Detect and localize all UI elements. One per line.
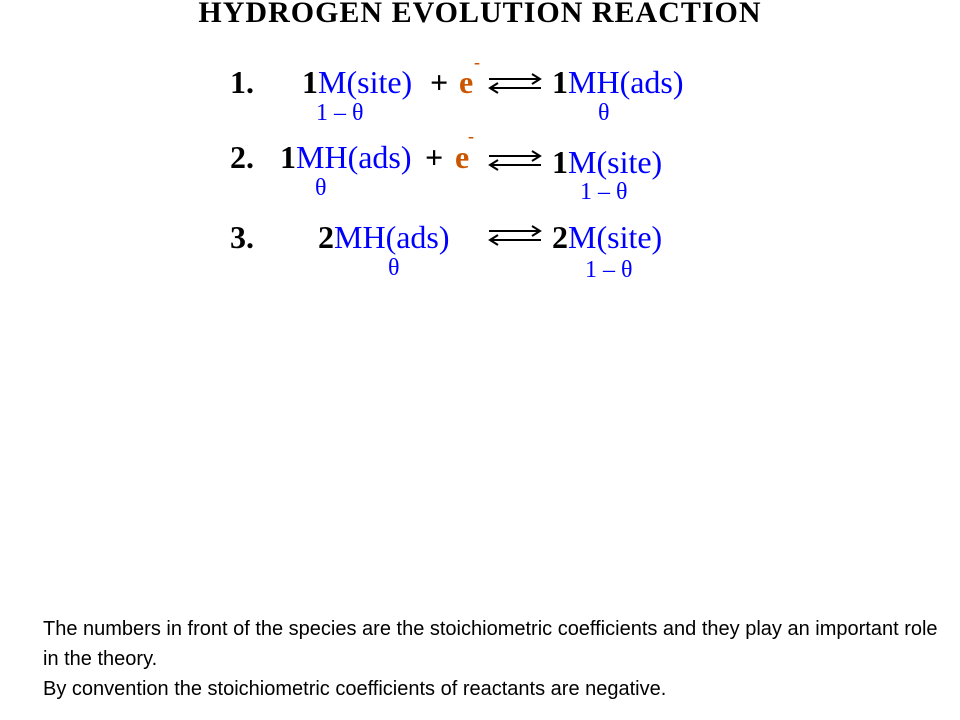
footer-notes <box>43 614 943 704</box>
reactant-coverage: 1 – θ <box>316 100 364 126</box>
equilibrium-arrow-icon <box>487 150 543 172</box>
electron-symbol: e <box>455 139 470 175</box>
stoichiometric-coefficient: 2 <box>552 219 568 255</box>
species-name: MH(ads) <box>334 219 450 255</box>
page-title: HYDROGEN EVOLUTION REACTION <box>198 0 762 29</box>
reactant-coverage: θ <box>315 175 327 201</box>
footer-line-2: By convention the stoichiometric coefficients of reactants are negative. <box>43 678 667 700</box>
plus-sign: + <box>430 64 449 100</box>
electron-charge: - <box>474 52 480 72</box>
electron-charge: - <box>468 126 474 146</box>
reactant-species <box>318 219 450 256</box>
reaction-number: 1. <box>230 64 254 100</box>
species-name: M(site) <box>318 64 413 100</box>
reaction-number: 3. <box>230 219 254 255</box>
species-name: M(site) <box>568 144 663 180</box>
product-coverage: 1 – θ <box>585 257 633 283</box>
product-coverage: 1 – θ <box>580 179 628 205</box>
stoichiometric-coefficient: 1 <box>552 144 568 180</box>
stoichiometric-coefficient: 2 <box>318 219 334 255</box>
product-coverage: θ <box>598 100 610 126</box>
stoichiometric-coefficient: 1 <box>302 64 318 100</box>
product-species <box>552 64 684 101</box>
reactant-species <box>302 64 412 101</box>
reaction-number: 2. <box>230 139 254 175</box>
species-name: MH(ads) <box>568 64 684 100</box>
plus-sign: + <box>425 139 444 175</box>
product-species <box>552 219 662 256</box>
equilibrium-arrow-icon <box>487 225 543 247</box>
reactant-species <box>280 139 412 176</box>
footer-line-1: The numbers in front of the species are the stoichiometric coefficients and they play an important role in the theory. <box>43 618 938 670</box>
equilibrium-arrow-icon <box>487 73 543 95</box>
stoichiometric-coefficient: 1 <box>552 64 568 100</box>
product-species <box>552 144 662 181</box>
stoichiometric-coefficient: 1 <box>280 139 296 175</box>
species-name: M(site) <box>568 219 663 255</box>
reactant-coverage: θ <box>388 255 400 281</box>
species-name: MH(ads) <box>296 139 412 175</box>
electron-symbol: e <box>459 64 474 100</box>
